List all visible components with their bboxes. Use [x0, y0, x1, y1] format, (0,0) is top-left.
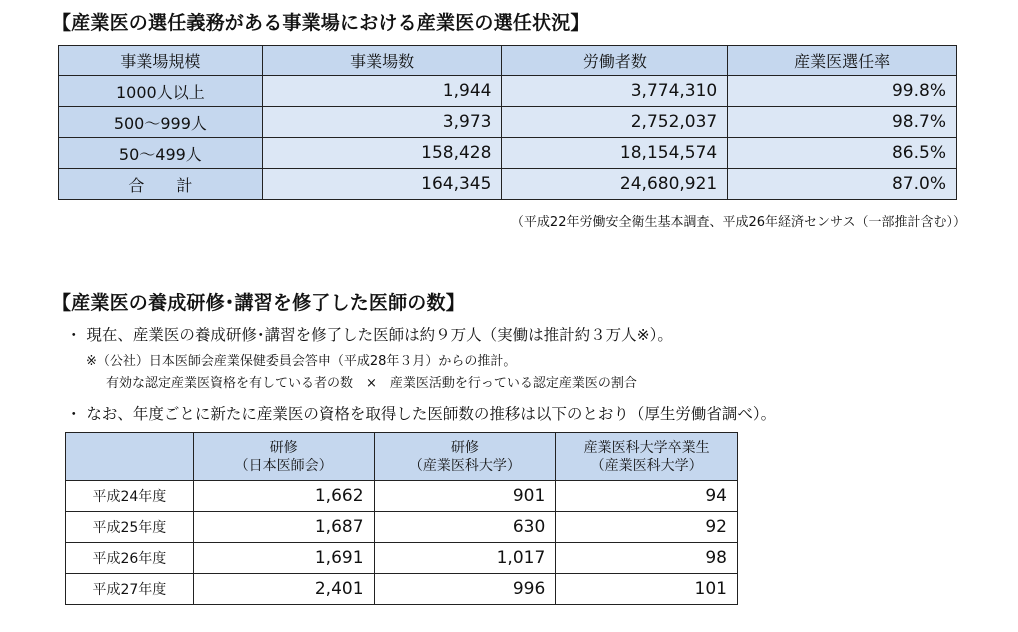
table-cell: 158,428	[262, 138, 502, 169]
table-cell: 86.5%	[728, 138, 957, 169]
row-label: 500～999人	[59, 107, 263, 138]
table-cell: 1,691	[193, 543, 374, 574]
physician-certification-table	[65, 432, 738, 605]
table-total-row	[59, 169, 957, 200]
table-row	[59, 107, 957, 138]
bullet-yearly-trend: ・ なお、年度ごとに新たに産業医の資格を取得した医師数の推移は以下のとおり（厚生労働省調べ）。	[66, 405, 777, 423]
bullet-current-count: ・ 現在、産業医の養成研修･講習を修了した医師は約９万人（実働は推計約３万人※）。	[66, 326, 673, 344]
footnote-formula: 有効な認定産業医資格を有している者の数 × 産業医活動を行っている認定産業医の割合	[106, 376, 637, 391]
header-uoeh-training	[374, 433, 556, 481]
table-cell: 1,017	[374, 543, 556, 574]
section2-heading: 【産業医の養成研修･講習を修了した医師の数】	[52, 292, 465, 314]
table-cell: 3,973	[262, 107, 502, 138]
header-establishment-count: 事業場数	[262, 46, 502, 76]
header-line2: （産業医科大学）	[590, 457, 703, 474]
table-header-row	[59, 46, 957, 76]
table-cell: 2,752,037	[502, 107, 728, 138]
table-cell: 164,345	[262, 169, 502, 200]
header-line2: （日本医師会）	[234, 457, 333, 474]
table-cell: 24,680,921	[502, 169, 728, 200]
table-header-row	[66, 433, 738, 481]
table-cell: 101	[556, 574, 738, 605]
table-row	[66, 481, 738, 512]
table-cell: 901	[374, 481, 556, 512]
table-cell: 1,687	[193, 512, 374, 543]
row-label: 平成24年度	[66, 481, 194, 512]
footnote-source: ※（公社）日本医師会産業保健委員会答申（平成28年３月）からの推計。	[86, 354, 517, 369]
header-line1: 研修	[450, 439, 479, 456]
table-cell: 99.8%	[728, 76, 957, 107]
table-cell: 98.7%	[728, 107, 957, 138]
row-label: 平成26年度	[66, 543, 194, 574]
table-cell: 1,944	[262, 76, 502, 107]
table-row	[66, 543, 738, 574]
header-empty	[66, 433, 194, 481]
header-line1: 研修	[269, 439, 298, 456]
header-appointment-rate: 産業医選任率	[728, 46, 957, 76]
table-cell: 94	[556, 481, 738, 512]
header-jma-training	[193, 433, 374, 481]
table-row	[66, 574, 738, 605]
header-establishment-size: 事業場規模	[59, 46, 263, 76]
physician-appointment-table	[58, 45, 957, 200]
table-cell: 87.0%	[728, 169, 957, 200]
table-cell: 18,154,574	[502, 138, 728, 169]
header-line1: 産業医科大学卒業生	[583, 439, 710, 456]
header-line2: （産業医科大学）	[408, 457, 521, 474]
row-label: 1000人以上	[59, 76, 263, 107]
section1-heading: 【産業医の選任義務がある事業場における産業医の選任状況】	[52, 12, 590, 34]
header-uoeh-graduates	[556, 433, 738, 481]
table-row	[66, 512, 738, 543]
table-cell: 3,774,310	[502, 76, 728, 107]
row-label: 50～499人	[59, 138, 263, 169]
header-worker-count: 労働者数	[502, 46, 728, 76]
row-label: 平成27年度	[66, 574, 194, 605]
table-cell: 1,662	[193, 481, 374, 512]
table-row	[59, 138, 957, 169]
source-note: （平成22年労働安全衛生基本調査、平成26年経済センサス（一部推計含む））	[510, 215, 966, 230]
table-cell: 996	[374, 574, 556, 605]
table-cell: 98	[556, 543, 738, 574]
table-cell: 92	[556, 512, 738, 543]
table-row	[59, 76, 957, 107]
table-cell: 2,401	[193, 574, 374, 605]
row-label: 合 計	[59, 169, 263, 200]
table-cell: 630	[374, 512, 556, 543]
row-label: 平成25年度	[66, 512, 194, 543]
